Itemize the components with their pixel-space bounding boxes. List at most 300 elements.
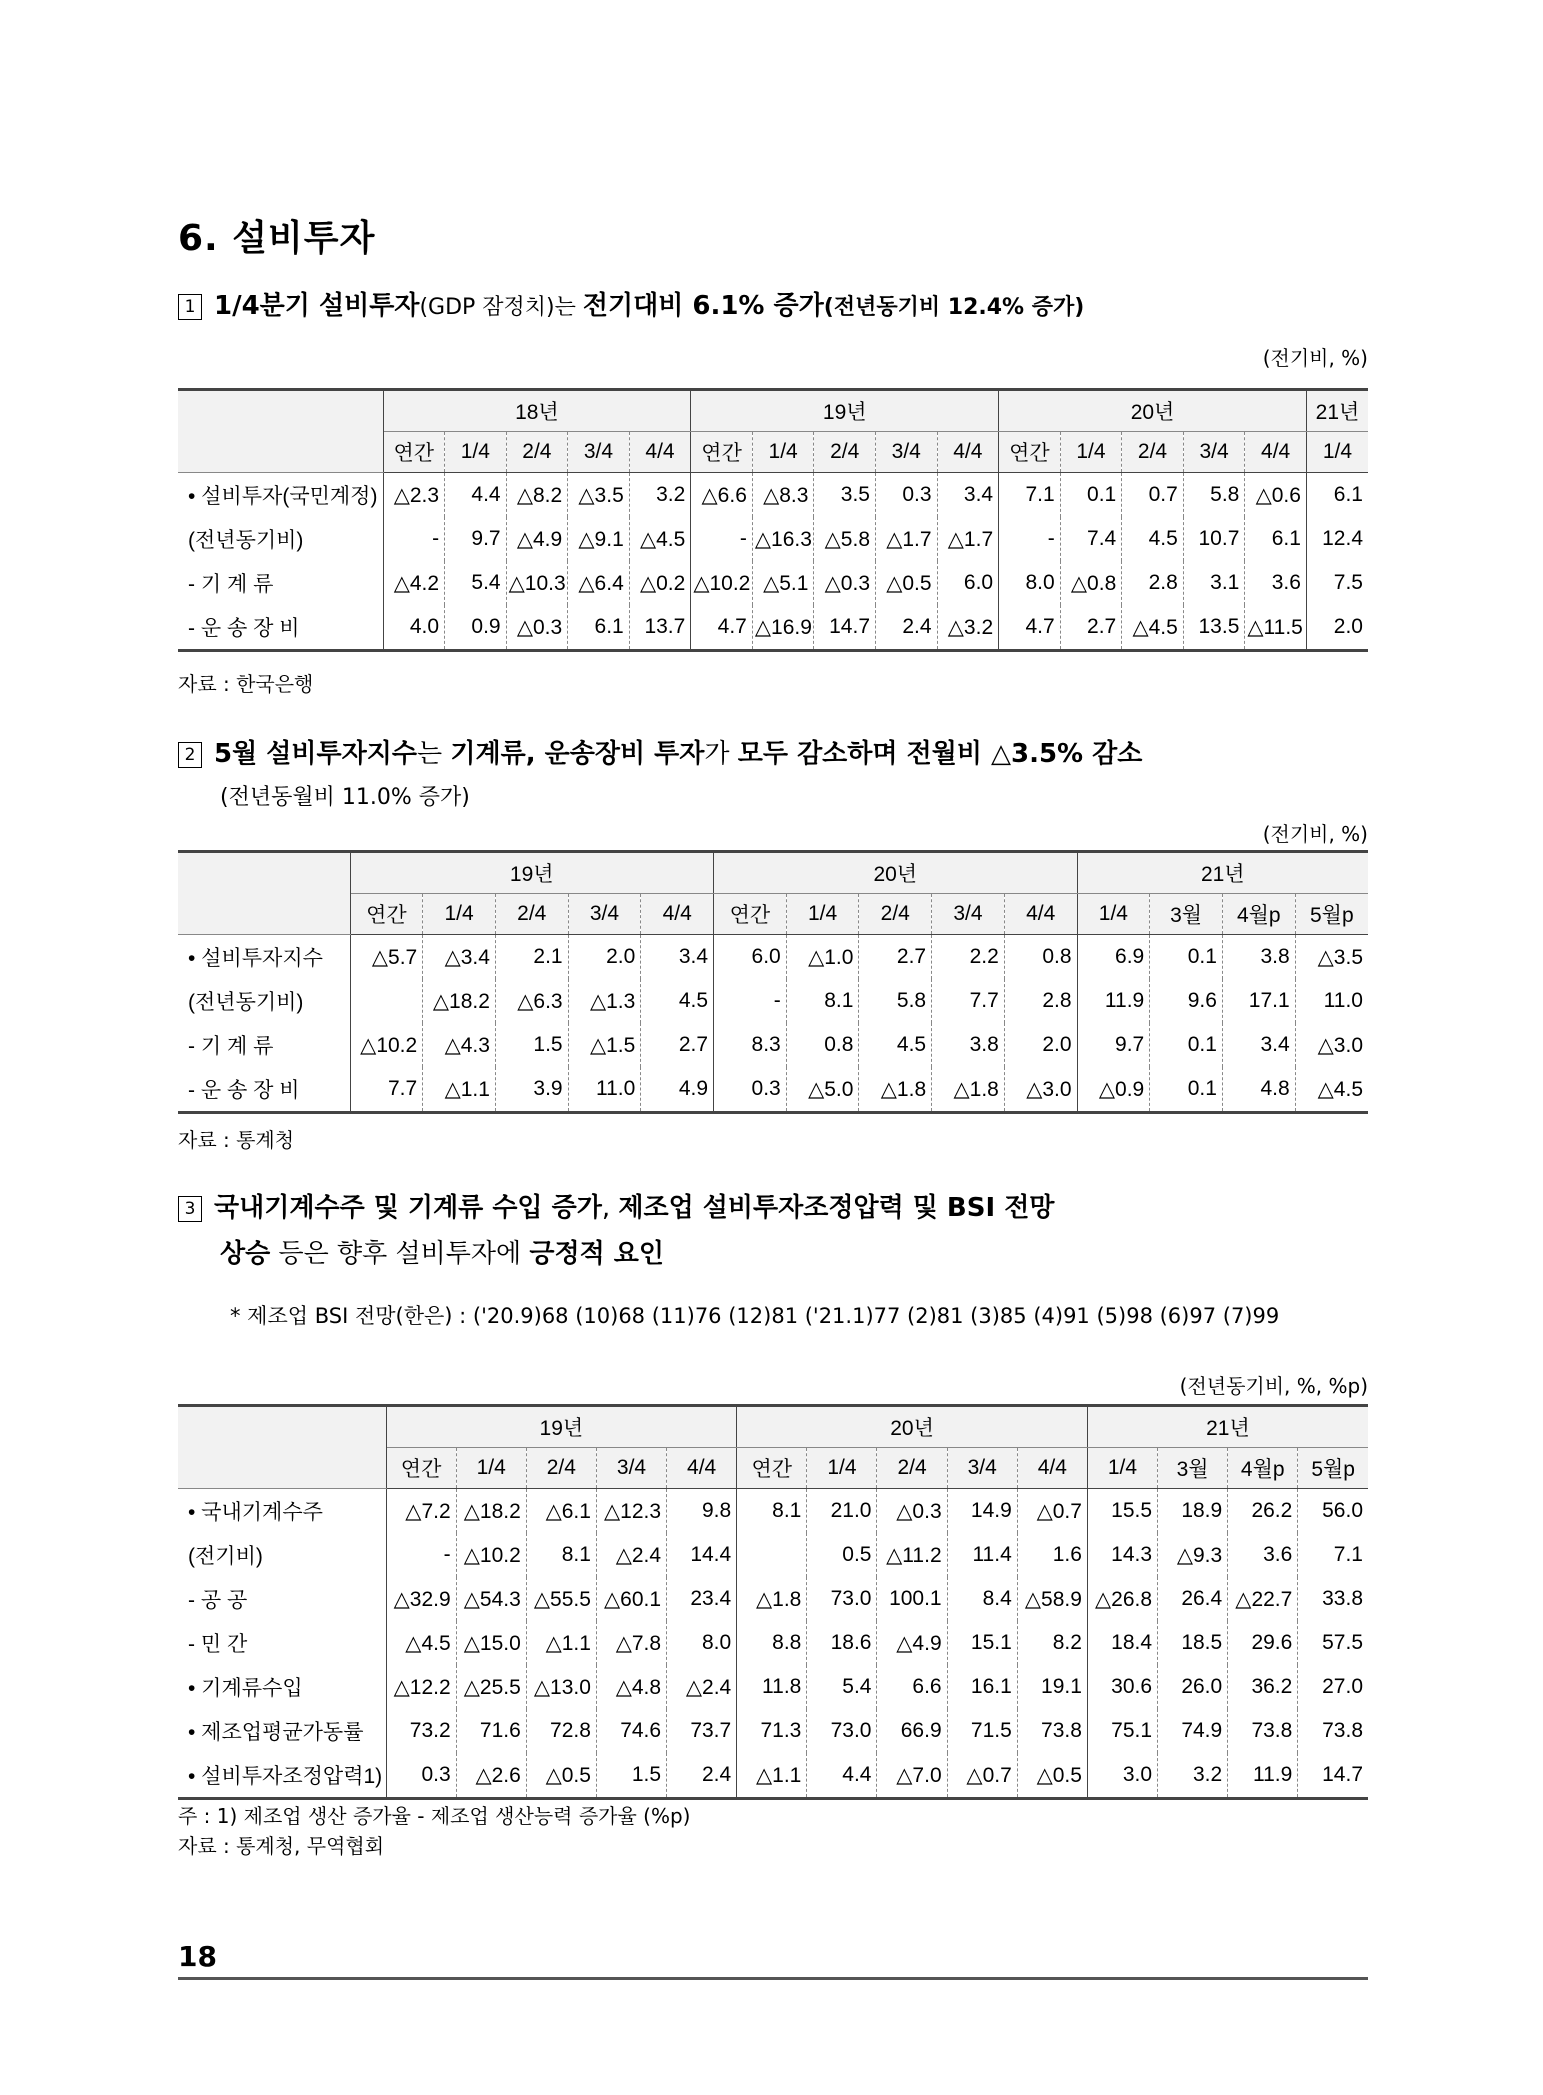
column-header: 2/4 xyxy=(814,432,876,473)
table-cell: △2.6 xyxy=(456,1753,526,1799)
column-header: 1/4 xyxy=(1306,432,1368,473)
table-cell: 71.3 xyxy=(737,1709,807,1753)
s2-subheading: (전년동월비 11.0% 증가) xyxy=(220,785,470,810)
table-cell: △3.5 xyxy=(568,473,630,518)
table-cell: △18.2 xyxy=(456,1489,526,1534)
table-cell: 3.1 xyxy=(1183,561,1245,605)
table-cell: 14.7 xyxy=(1298,1753,1368,1799)
table-cell: △54.3 xyxy=(456,1577,526,1621)
s2-heading-part: 기계류, 운송장비 투자 xyxy=(450,739,705,769)
table-cell: △12.2 xyxy=(386,1665,456,1709)
table-cell: 6.0 xyxy=(937,561,999,605)
row-label: (전년동기비) xyxy=(188,529,304,552)
table-cell: △0.3 xyxy=(506,605,568,651)
table-cell: △0.3 xyxy=(814,561,876,605)
table-cell: 2.0 xyxy=(1004,1023,1077,1067)
s1-heading-part: (GDP 잠정치)는 xyxy=(419,295,583,320)
table-cell: △1.1 xyxy=(423,1067,496,1113)
table-cell: 18.4 xyxy=(1087,1621,1157,1665)
table-cell: △0.7 xyxy=(947,1753,1017,1799)
table-cell: △0.5 xyxy=(876,561,938,605)
table-cell: 9.6 xyxy=(1150,979,1223,1023)
table-cell: △7.0 xyxy=(877,1753,947,1799)
table-cell: △4.5 xyxy=(629,517,691,561)
table-cell: △4.9 xyxy=(877,1621,947,1665)
table-cell: 4.8 xyxy=(1222,1067,1295,1113)
table-stub xyxy=(178,1406,386,1489)
table-cell: △2.3 xyxy=(383,473,445,518)
table-row xyxy=(178,979,1368,1023)
column-header: 2/4 xyxy=(859,894,932,935)
row-label: - 기 계 류 xyxy=(188,573,274,596)
table-cell: 0.3 xyxy=(876,473,938,518)
table-cell: △12.3 xyxy=(596,1489,666,1534)
table-cell: △0.3 xyxy=(877,1489,947,1534)
table-cell: 4.5 xyxy=(1122,517,1184,561)
table-cell: 4.9 xyxy=(641,1067,714,1113)
table-cell: 73.8 xyxy=(1298,1709,1368,1753)
table-cell: △0.8 xyxy=(1060,561,1122,605)
column-header: 5월p xyxy=(1298,1448,1368,1489)
column-header: 4/4 xyxy=(1017,1448,1087,1489)
table-cell: 6.1 xyxy=(1245,517,1307,561)
table-cell: 0.7 xyxy=(1122,473,1184,518)
table-cell: 0.9 xyxy=(445,605,507,651)
table-cell: 5.8 xyxy=(859,979,932,1023)
table-cell: △1.8 xyxy=(859,1067,932,1113)
table-cell: △6.4 xyxy=(568,561,630,605)
table-cell: △6.1 xyxy=(526,1489,596,1534)
table-cell: 11.9 xyxy=(1228,1753,1298,1799)
table-cell: - xyxy=(386,1533,456,1577)
column-header: 3/4 xyxy=(876,432,938,473)
column-header: 4/4 xyxy=(937,432,999,473)
table-cell: 11.8 xyxy=(737,1665,807,1709)
s3-bsi-note: * 제조업 BSI 전망(한은) : ('20.9)68 (10)68 (11)76 (12)81 ('21.1)77 (2)81 (3)85 (4)91 (5)98 (6)97 (7)99 xyxy=(230,1304,1280,1328)
column-header: 3/4 xyxy=(568,894,641,935)
table-cell: △1.1 xyxy=(737,1753,807,1799)
column-header: 2/4 xyxy=(526,1448,596,1489)
table-cell: 11.4 xyxy=(947,1533,1017,1577)
column-header: 연간 xyxy=(714,894,787,935)
column-header: 4/4 xyxy=(641,894,714,935)
table-row xyxy=(178,1621,1368,1665)
table-row xyxy=(178,1067,1368,1113)
table-row xyxy=(178,517,1368,561)
table-cell: 2.8 xyxy=(1122,561,1184,605)
table-cell: 15.5 xyxy=(1087,1489,1157,1534)
table-cell: 4.4 xyxy=(807,1753,877,1799)
table-row xyxy=(178,935,1368,980)
table-cell: 0.1 xyxy=(1060,473,1122,518)
table-row xyxy=(178,1533,1368,1577)
table-row xyxy=(178,1665,1368,1709)
table-cell: △5.0 xyxy=(786,1067,859,1113)
column-header: 2/4 xyxy=(495,894,568,935)
table-cell: 14.4 xyxy=(667,1533,737,1577)
table-cell: △0.5 xyxy=(1017,1753,1087,1799)
table-cell: 2.8 xyxy=(1004,979,1077,1023)
table-cell: △0.9 xyxy=(1077,1067,1150,1113)
table-cell: 7.7 xyxy=(932,979,1005,1023)
table-cell: △4.5 xyxy=(386,1621,456,1665)
table-cell: 9.7 xyxy=(445,517,507,561)
table-cell: △26.8 xyxy=(1087,1577,1157,1621)
table-cell: - xyxy=(999,517,1061,561)
table-cell: 3.8 xyxy=(1222,935,1295,980)
row-label: - 공 공 xyxy=(188,1589,248,1612)
table-cell xyxy=(350,979,423,1023)
table-cell: 73.0 xyxy=(807,1577,877,1621)
table-cell: 3.4 xyxy=(937,473,999,518)
s1-source: 자료 : 한국은행 xyxy=(178,672,314,696)
table-stub xyxy=(178,852,350,935)
table-row xyxy=(178,1489,1368,1534)
s1-table xyxy=(178,388,1368,652)
table-cell: 11.0 xyxy=(1295,979,1368,1023)
table-cell: 2.0 xyxy=(1306,605,1368,651)
table-cell: △1.5 xyxy=(568,1023,641,1067)
table-cell: △9.3 xyxy=(1158,1533,1228,1577)
table-cell: △2.4 xyxy=(596,1533,666,1577)
table-cell: 3.6 xyxy=(1228,1533,1298,1577)
table-cell: 2.1 xyxy=(495,935,568,980)
table-cell: 26.0 xyxy=(1158,1665,1228,1709)
s1-heading-part: (전년동기비 12.4% 증가) xyxy=(823,295,1085,320)
table-cell: △60.1 xyxy=(596,1577,666,1621)
table-cell: 0.8 xyxy=(786,1023,859,1067)
table-cell: △0.2 xyxy=(629,561,691,605)
table-cell: 1.5 xyxy=(596,1753,666,1799)
table-cell: △4.2 xyxy=(383,561,445,605)
column-header: 4/4 xyxy=(1245,432,1307,473)
table-cell: 33.8 xyxy=(1298,1577,1368,1621)
row-label: - 운 송 장 비 xyxy=(178,605,383,651)
table-cell: △5.7 xyxy=(350,935,423,980)
table-cell: 8.3 xyxy=(714,1023,787,1067)
table-cell: △10.2 xyxy=(456,1533,526,1577)
table-cell: 57.5 xyxy=(1298,1621,1368,1665)
table-cell: 56.0 xyxy=(1298,1489,1368,1534)
table-cell: - xyxy=(383,517,445,561)
table-cell: 13.5 xyxy=(1183,605,1245,651)
table-cell: 36.2 xyxy=(1228,1665,1298,1709)
table-cell: 11.9 xyxy=(1077,979,1150,1023)
table-cell: 23.4 xyxy=(667,1577,737,1621)
table-cell: 14.9 xyxy=(947,1489,1017,1534)
table-cell: 100.1 xyxy=(877,1577,947,1621)
table-cell: 3.0 xyxy=(1087,1753,1157,1799)
row-label: • 국내기계수주 xyxy=(188,1501,323,1524)
page-number: 18 xyxy=(178,1940,217,1973)
table-cell: 4.5 xyxy=(641,979,714,1023)
table-cell: 17.1 xyxy=(1222,979,1295,1023)
table-cell: △4.9 xyxy=(506,517,568,561)
table-cell: △0.5 xyxy=(526,1753,596,1799)
table-cell: △58.9 xyxy=(1017,1577,1087,1621)
group-header: 21년 xyxy=(1077,852,1368,894)
row-label: • 설비투자조정압력1) xyxy=(178,1753,386,1799)
table-cell: △25.5 xyxy=(456,1665,526,1709)
column-header: 연간 xyxy=(999,432,1061,473)
group-header: 20년 xyxy=(714,852,1078,894)
table-cell: 7.4 xyxy=(1060,517,1122,561)
table-cell: △3.2 xyxy=(937,605,999,651)
table-row xyxy=(178,1577,1368,1621)
table-cell: △4.8 xyxy=(596,1665,666,1709)
s2-unit: (전기비, %) xyxy=(1262,822,1368,846)
group-header: 20년 xyxy=(999,390,1307,432)
table-cell: 11.0 xyxy=(568,1067,641,1113)
table-cell: △3.0 xyxy=(1295,1023,1368,1067)
table-cell: 16.1 xyxy=(947,1665,1017,1709)
table-cell: △7.2 xyxy=(386,1489,456,1534)
column-header: 2/4 xyxy=(1122,432,1184,473)
table-cell: 73.0 xyxy=(807,1709,877,1753)
row-label: - 운 송 장 비 xyxy=(178,1067,350,1113)
table-row xyxy=(178,1753,1368,1799)
row-label: (전년동기비) xyxy=(188,991,304,1014)
table-cell: 2.7 xyxy=(1060,605,1122,651)
s3-number-box: 3 xyxy=(178,1196,202,1222)
table-cell: △1.3 xyxy=(568,979,641,1023)
table-cell: 1.5 xyxy=(495,1023,568,1067)
table-cell: 5.4 xyxy=(807,1665,877,1709)
table-cell: 6.6 xyxy=(877,1665,947,1709)
table-cell: △0.7 xyxy=(1017,1489,1087,1534)
group-header: 21년 xyxy=(1087,1406,1368,1448)
table-cell: 19.1 xyxy=(1017,1665,1087,1709)
table-cell: 13.7 xyxy=(629,605,691,651)
group-header: 19년 xyxy=(350,852,714,894)
table-cell: 27.0 xyxy=(1298,1665,1368,1709)
table-cell: 7.1 xyxy=(999,473,1061,518)
table-cell: 9.7 xyxy=(1077,1023,1150,1067)
s3-heading-part: 긍정적 요인 xyxy=(529,1239,664,1269)
column-header: 4/4 xyxy=(629,432,691,473)
table-cell: 14.3 xyxy=(1087,1533,1157,1577)
column-header: 1/4 xyxy=(445,432,507,473)
table-cell: △10.2 xyxy=(691,561,753,605)
table-cell: 8.1 xyxy=(526,1533,596,1577)
table-cell: 8.1 xyxy=(786,979,859,1023)
table-cell: △9.1 xyxy=(568,517,630,561)
table-cell: 0.8 xyxy=(1004,935,1077,980)
s2-number-box: 2 xyxy=(178,742,202,768)
table-cell: 8.4 xyxy=(947,1577,1017,1621)
table-cell: 8.0 xyxy=(667,1621,737,1665)
column-header: 연간 xyxy=(383,432,445,473)
column-header: 1/4 xyxy=(1077,894,1150,935)
s3-footnote: 주 : 1) 제조업 생산 증가율 - 제조업 생산능력 증가율 (%p) xyxy=(178,1804,691,1828)
table-cell: 0.3 xyxy=(714,1067,787,1113)
table-cell: 29.6 xyxy=(1228,1621,1298,1665)
table-cell: △11.2 xyxy=(877,1533,947,1577)
column-header: 2/4 xyxy=(877,1448,947,1489)
column-header: 1/4 xyxy=(456,1448,526,1489)
column-header: 3/4 xyxy=(947,1448,1017,1489)
s3-heading-part: 국내기계수주 및 기계류 수입 증가 xyxy=(214,1193,602,1223)
table-cell: 21.0 xyxy=(807,1489,877,1534)
s2-heading-part: 5월 설비투자지수 xyxy=(214,739,417,769)
table-cell: 2.4 xyxy=(667,1753,737,1799)
table-cell: △1.0 xyxy=(786,935,859,980)
table-cell: 73.7 xyxy=(667,1709,737,1753)
s3-unit: (전년동기비, %, %p) xyxy=(1179,1374,1368,1398)
table-cell xyxy=(737,1533,807,1577)
table-cell: △0.6 xyxy=(1245,473,1307,518)
column-header: 3/4 xyxy=(568,432,630,473)
table-cell: △4.3 xyxy=(423,1023,496,1067)
table-cell: 73.8 xyxy=(1228,1709,1298,1753)
table-cell: 2.4 xyxy=(876,605,938,651)
table-cell: 5.4 xyxy=(445,561,507,605)
table-row xyxy=(178,473,1368,518)
s3-heading xyxy=(178,1186,1368,1230)
row-label: • 기계류수입 xyxy=(188,1677,303,1700)
s3-heading-part: 제조업 설비투자조정압력 및 BSI 전망 xyxy=(618,1193,1055,1223)
s2-table xyxy=(178,850,1368,1114)
table-cell: △11.5 xyxy=(1245,605,1307,651)
table-cell: △15.0 xyxy=(456,1621,526,1665)
table-cell: △32.9 xyxy=(386,1577,456,1621)
table-cell: 0.3 xyxy=(386,1753,456,1799)
table-cell: △7.8 xyxy=(596,1621,666,1665)
table-cell: 71.6 xyxy=(456,1709,526,1753)
table-cell: 66.9 xyxy=(877,1709,947,1753)
table-cell: 18.6 xyxy=(807,1621,877,1665)
column-header: 4월p xyxy=(1228,1448,1298,1489)
row-label: • 제조업평균가동률 xyxy=(188,1721,364,1744)
table-cell: 7.1 xyxy=(1298,1533,1368,1577)
table-cell: 6.9 xyxy=(1077,935,1150,980)
s3-heading-part: , xyxy=(601,1193,619,1223)
s1-unit: (전기비, %) xyxy=(1262,346,1368,370)
s2-source: 자료 : 통계청 xyxy=(178,1128,295,1152)
table-cell: 3.6 xyxy=(1245,561,1307,605)
column-header: 3월 xyxy=(1150,894,1223,935)
s1-heading-part: 1/4분기 설비투자 xyxy=(214,291,420,321)
column-header: 4월p xyxy=(1222,894,1295,935)
group-header: 18년 xyxy=(383,390,691,432)
table-cell: △1.8 xyxy=(737,1577,807,1621)
column-header: 2/4 xyxy=(506,432,568,473)
table-cell: △6.3 xyxy=(495,979,568,1023)
s3-heading-part: 상승 xyxy=(220,1239,271,1269)
group-header: 19년 xyxy=(386,1406,737,1448)
table-cell: 8.0 xyxy=(999,561,1061,605)
table-cell: △22.7 xyxy=(1228,1577,1298,1621)
row-label: - 민 간 xyxy=(188,1633,248,1656)
table-cell: 73.2 xyxy=(386,1709,456,1753)
table-cell: 75.1 xyxy=(1087,1709,1157,1753)
column-header: 연간 xyxy=(386,1448,456,1489)
table-row xyxy=(178,605,1368,651)
table-cell: 8.2 xyxy=(1017,1621,1087,1665)
table-cell: 3.9 xyxy=(495,1067,568,1113)
table-cell: △1.8 xyxy=(932,1067,1005,1113)
table-cell: △10.3 xyxy=(506,561,568,605)
table-cell: 18.9 xyxy=(1158,1489,1228,1534)
table-cell: 26.4 xyxy=(1158,1577,1228,1621)
table-cell: 6.1 xyxy=(568,605,630,651)
s2-heading xyxy=(178,732,1368,776)
table-cell: 10.7 xyxy=(1183,517,1245,561)
table-cell: 4.7 xyxy=(999,605,1061,651)
table-cell: 6.0 xyxy=(714,935,787,980)
column-header: 1/4 xyxy=(752,432,814,473)
table-row xyxy=(178,1709,1368,1753)
table-cell: △3.0 xyxy=(1004,1067,1077,1113)
column-header: 연간 xyxy=(691,432,753,473)
column-header: 3/4 xyxy=(1183,432,1245,473)
column-header: 1/4 xyxy=(1087,1448,1157,1489)
table-cell: 5.8 xyxy=(1183,473,1245,518)
table-cell: 4.0 xyxy=(383,605,445,651)
table-cell: △16.3 xyxy=(752,517,814,561)
table-cell: △8.2 xyxy=(506,473,568,518)
column-header: 1/4 xyxy=(807,1448,877,1489)
column-header: 4/4 xyxy=(667,1448,737,1489)
table-cell: 0.1 xyxy=(1150,935,1223,980)
table-cell: 74.9 xyxy=(1158,1709,1228,1753)
table-row xyxy=(178,561,1368,605)
table-cell: 2.0 xyxy=(568,935,641,980)
table-cell: △10.2 xyxy=(350,1023,423,1067)
table-row xyxy=(178,1023,1368,1067)
row-label: - 기 계 류 xyxy=(188,1035,274,1058)
table-cell: 0.5 xyxy=(807,1533,877,1577)
table-cell: △1.7 xyxy=(876,517,938,561)
table-cell: △55.5 xyxy=(526,1577,596,1621)
table-cell: 18.5 xyxy=(1158,1621,1228,1665)
column-header: 1/4 xyxy=(1060,432,1122,473)
table-cell: 4.4 xyxy=(445,473,507,518)
s1-heading-part: 전기대비 6.1% 증가 xyxy=(582,291,824,321)
table-cell: 3.8 xyxy=(932,1023,1005,1067)
table-cell: △4.5 xyxy=(1295,1067,1368,1113)
table-cell: 73.8 xyxy=(1017,1709,1087,1753)
table-cell: 8.8 xyxy=(737,1621,807,1665)
table-cell: △6.6 xyxy=(691,473,753,518)
table-cell: 7.7 xyxy=(350,1067,423,1113)
s3-heading-line2 xyxy=(220,1232,1368,1276)
table-cell: - xyxy=(691,517,753,561)
group-header: 20년 xyxy=(737,1406,1088,1448)
s2-heading-part: 는 xyxy=(416,739,451,769)
group-header: 21년 xyxy=(1306,390,1368,432)
table-cell: 1.6 xyxy=(1017,1533,1087,1577)
section-title: 6. 설비투자 xyxy=(178,218,376,259)
s3-source: 자료 : 통계청, 무역협회 xyxy=(178,1834,385,1858)
group-header: 19년 xyxy=(691,390,999,432)
footer-rule xyxy=(178,1977,1368,1980)
table-cell: 72.8 xyxy=(526,1709,596,1753)
s2-heading-part: 가 xyxy=(704,739,738,769)
column-header: 연간 xyxy=(737,1448,807,1489)
table-cell: △1.1 xyxy=(526,1621,596,1665)
table-cell: 2.2 xyxy=(932,935,1005,980)
table-cell: 8.1 xyxy=(737,1489,807,1534)
table-cell: △18.2 xyxy=(423,979,496,1023)
table-cell: 15.1 xyxy=(947,1621,1017,1665)
table-cell: 3.4 xyxy=(1222,1023,1295,1067)
table-cell: △4.5 xyxy=(1122,605,1184,651)
column-header: 4/4 xyxy=(1004,894,1077,935)
table-cell: △2.4 xyxy=(667,1665,737,1709)
column-header: 3/4 xyxy=(596,1448,666,1489)
column-header: 3/4 xyxy=(932,894,1005,935)
